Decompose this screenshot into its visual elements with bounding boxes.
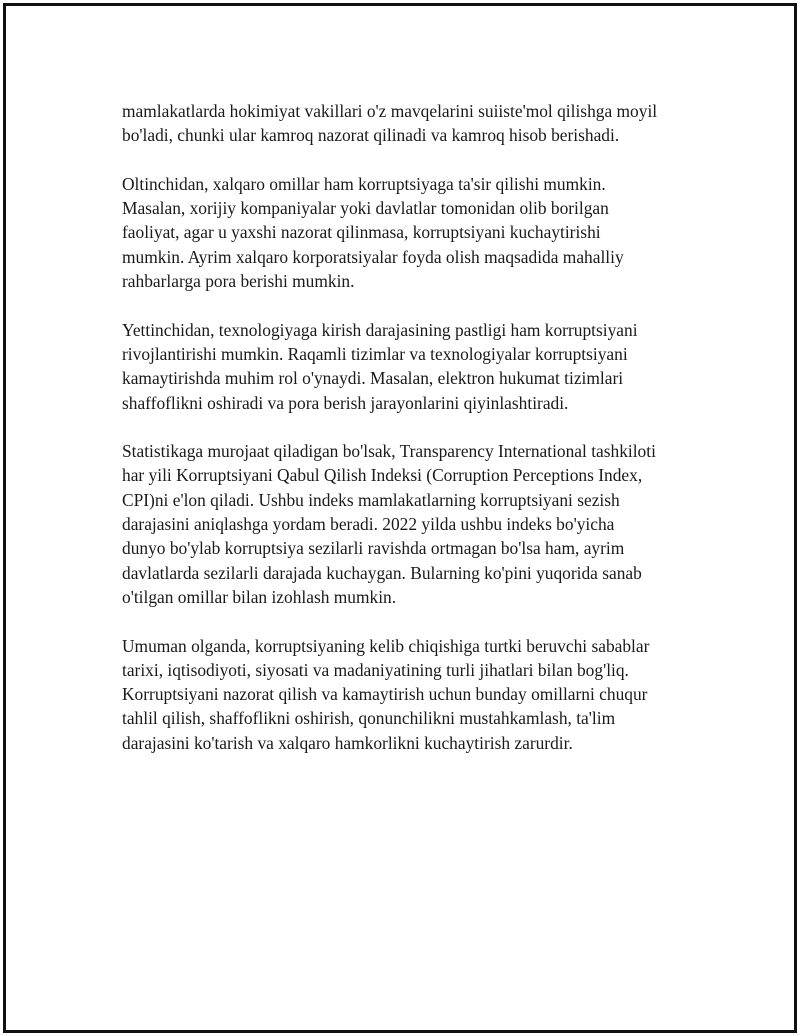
text-line: Statistikaga murojaat qiladigan bo'lsak, Transparency International tashkiloti <box>122 441 656 462</box>
text-line: o'tilgan omillar bilan izohlash mumkin. <box>122 586 397 607</box>
text-line: bo'ladi, chunki ular kamroq nazorat qilinadi va kamroq hisob berishadi. <box>122 125 620 146</box>
text-line: davlatlarda sezilarli darajada kuchaygan. Bularning ko'pini yuqorida sanab <box>122 562 642 583</box>
text-line: dunyo bo'ylab korruptsiya sezilarli ravishda ortmagan bo'lsa ham, ayrim <box>122 538 625 559</box>
text-line: darajasini ko'tarish va xalqaro hamkorlikni kuchaytirish zarurdir. <box>122 732 573 753</box>
text-line: mamlakatlarda hokimiyat vakillari o'z mavqelarini suiiste'mol qilishga moyil <box>122 101 658 121</box>
text-line: shaffoflikni oshiradi va pora berish jarayonlarini qiyinlashtiradi. <box>122 392 569 413</box>
paragraph-4 <box>122 439 702 609</box>
text-line: har yili Korruptsiyani Qabul Qilish Indeksi (Corruption Perceptions Index, <box>122 465 643 486</box>
text-line: kamaytirishda muhim rol o'ynaydi. Masalan, elektron hukumat tizimlari <box>122 368 624 389</box>
text-line: Masalan, xorijiy kompaniyalar yoki davlatlar tomonidan olib borilgan <box>122 198 609 219</box>
text-line: CPI)ni e'lon qiladi. Ushbu indeks mamlakatlarning korruptsiyani sezish <box>122 489 620 510</box>
text-line: tahlil qilish, shaffoflikni oshirish, qonunchilikni mustahkamlash, ta'lim <box>122 708 616 729</box>
paragraph-5 <box>122 634 702 755</box>
paragraph-2 <box>122 172 702 293</box>
paragraph-1 <box>122 99 702 148</box>
text-line: tarixi, iqtisodiyoti, siyosati va madaniyatining turli jihatlari bilan bog'liq. <box>122 659 629 680</box>
text-line: rahbarlarga pora berishi mumkin. <box>122 271 355 292</box>
text-line: Korruptsiyani nazorat qilish va kamaytirish uchun bunday omillarni chuqur <box>122 684 648 705</box>
text-line: Umuman olganda, korruptsiyaning kelib chiqishiga turtki beruvchi sabablar <box>122 635 650 656</box>
text-line: darajasini aniqlashga yordam beradi. 2022 yilda ushbu indeks bo'yicha <box>122 514 615 535</box>
page-frame <box>3 3 797 1033</box>
document-body <box>122 99 702 779</box>
text-line: Oltinchidan, xalqaro omillar ham korruptsiyaga ta'sir qilishi mumkin. <box>122 173 606 194</box>
text-line: mumkin. Ayrim xalqaro korporatsiyalar foyda olish maqsadida mahalliy <box>122 246 624 267</box>
text-line: Yettinchidan, texnologiyaga kirish darajasining pastligi ham korruptsiyani <box>122 319 638 340</box>
text-line: faoliyat, agar u yaxshi nazorat qilinmasa, korruptsiyani kuchaytirishi <box>122 222 601 243</box>
text-line: rivojlantirishi mumkin. Raqamli tizimlar va texnologiyalar korruptsiyani <box>122 343 628 364</box>
paragraph-3 <box>122 318 702 415</box>
